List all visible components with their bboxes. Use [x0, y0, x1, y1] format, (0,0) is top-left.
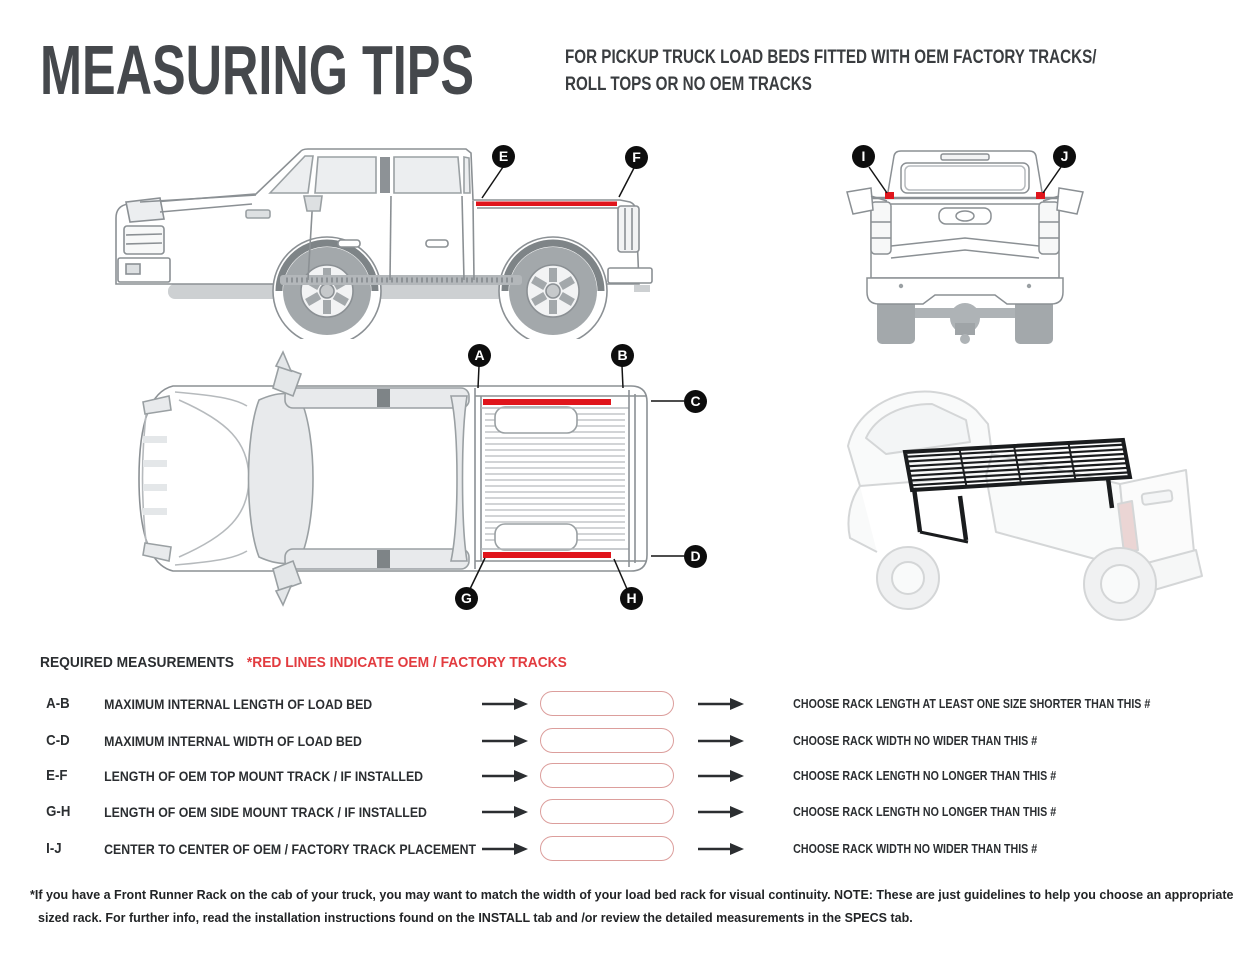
marker-c: C — [684, 390, 707, 413]
oem-track-red-line-top-a — [483, 399, 611, 405]
row-guidance: CHOOSE RACK LENGTH AT LEAST ONE SIZE SHORTER THAN THIS # — [793, 696, 1151, 711]
measurement-row-cd — [0, 722, 1250, 759]
measurement-value-field[interactable] — [540, 836, 674, 861]
marker-e: E — [492, 145, 515, 168]
row-label: LENGTH OF OEM TOP MOUNT TRACK / IF INSTALLED — [104, 767, 424, 784]
footnote-line-1: *If you have a Front Runner Rack on the cab of your truck, you may want to match the width of your load bed rack for visual continuity. NOTE: These are just guidelines to help you choose an appropriate — [30, 888, 1234, 902]
row-code: G-H — [46, 803, 71, 820]
arrow-right-icon — [698, 734, 744, 748]
row-guidance: CHOOSE RACK WIDTH NO WIDER THAN THIS # — [793, 733, 1038, 748]
measurement-row-ij — [0, 830, 1250, 867]
subtitle-line-2: ROLL TOPS OR NO OEM TRACKS — [565, 74, 812, 95]
marker-d: D — [684, 545, 707, 568]
footnote — [30, 884, 1245, 930]
page-title: MEASURING TIPS — [40, 31, 475, 109]
arrow-right-icon — [698, 805, 744, 819]
oem-track-red-line-top-b — [483, 552, 611, 558]
row-guidance: CHOOSE RACK LENGTH NO LONGER THAN THIS # — [793, 768, 1057, 783]
marker-g: G — [455, 587, 478, 610]
row-code: E-F — [46, 767, 68, 784]
measurement-value-field[interactable] — [540, 691, 674, 716]
marker-j: J — [1053, 145, 1076, 168]
arrow-right-icon — [482, 769, 528, 783]
arrow-right-icon — [482, 842, 528, 856]
measurements-section-heading — [40, 654, 567, 671]
measurement-value-field[interactable] — [540, 728, 674, 753]
marker-i: I — [852, 145, 875, 168]
marker-a: A — [468, 344, 491, 367]
red-lines-note: *RED LINES INDICATE OEM / FACTORY TRACKS — [246, 654, 567, 671]
arrow-right-icon — [482, 805, 528, 819]
footnote-line-2: sized rack. For further info, read the installation instructions found on the INSTALL tab and /or review the detailed measurements in the SPECS tab. — [38, 911, 913, 925]
row-code: A-B — [46, 695, 70, 712]
arrow-right-icon — [698, 842, 744, 856]
marker-b: B — [611, 344, 634, 367]
page-subtitle — [565, 44, 1096, 98]
row-code: C-D — [46, 732, 70, 749]
truck-top-view-illustration — [133, 344, 705, 626]
truck-side-view-illustration — [110, 144, 670, 339]
marker-h: H — [620, 587, 643, 610]
measurement-row-ef — [0, 757, 1250, 794]
measurement-value-field[interactable] — [540, 799, 674, 824]
measurement-row-ab — [0, 685, 1250, 722]
row-guidance: CHOOSE RACK LENGTH NO LONGER THAN THIS # — [793, 804, 1057, 819]
arrow-right-icon — [482, 734, 528, 748]
section-title: REQUIRED MEASUREMENTS — [40, 654, 234, 671]
row-label: CENTER TO CENTER OF OEM / FACTORY TRACK PLACEMENT — [104, 840, 477, 857]
row-label: LENGTH OF OEM SIDE MOUNT TRACK / IF INSTALLED — [104, 803, 427, 820]
marker-leader-lines — [482, 167, 634, 198]
row-label: MAXIMUM INTERNAL LENGTH OF LOAD BED — [104, 695, 373, 712]
arrow-right-icon — [698, 769, 744, 783]
arrow-right-icon — [698, 697, 744, 711]
row-guidance: CHOOSE RACK WIDTH NO WIDER THAN THIS # — [793, 841, 1038, 856]
truck-bed-rack-photo — [790, 380, 1210, 630]
row-code: I-J — [46, 840, 62, 857]
truck-rear-view-illustration — [843, 146, 1113, 351]
measurement-row-gh — [0, 793, 1250, 830]
row-label: MAXIMUM INTERNAL WIDTH OF LOAD BED — [104, 732, 362, 749]
arrow-right-icon — [482, 697, 528, 711]
oem-track-red-line-side — [476, 202, 617, 207]
measurement-value-field[interactable] — [540, 763, 674, 788]
subtitle-line-1: FOR PICKUP TRUCK LOAD BEDS FITTED WITH OEM FACTORY TRACKS/ — [565, 47, 1097, 68]
marker-f: F — [625, 146, 648, 169]
